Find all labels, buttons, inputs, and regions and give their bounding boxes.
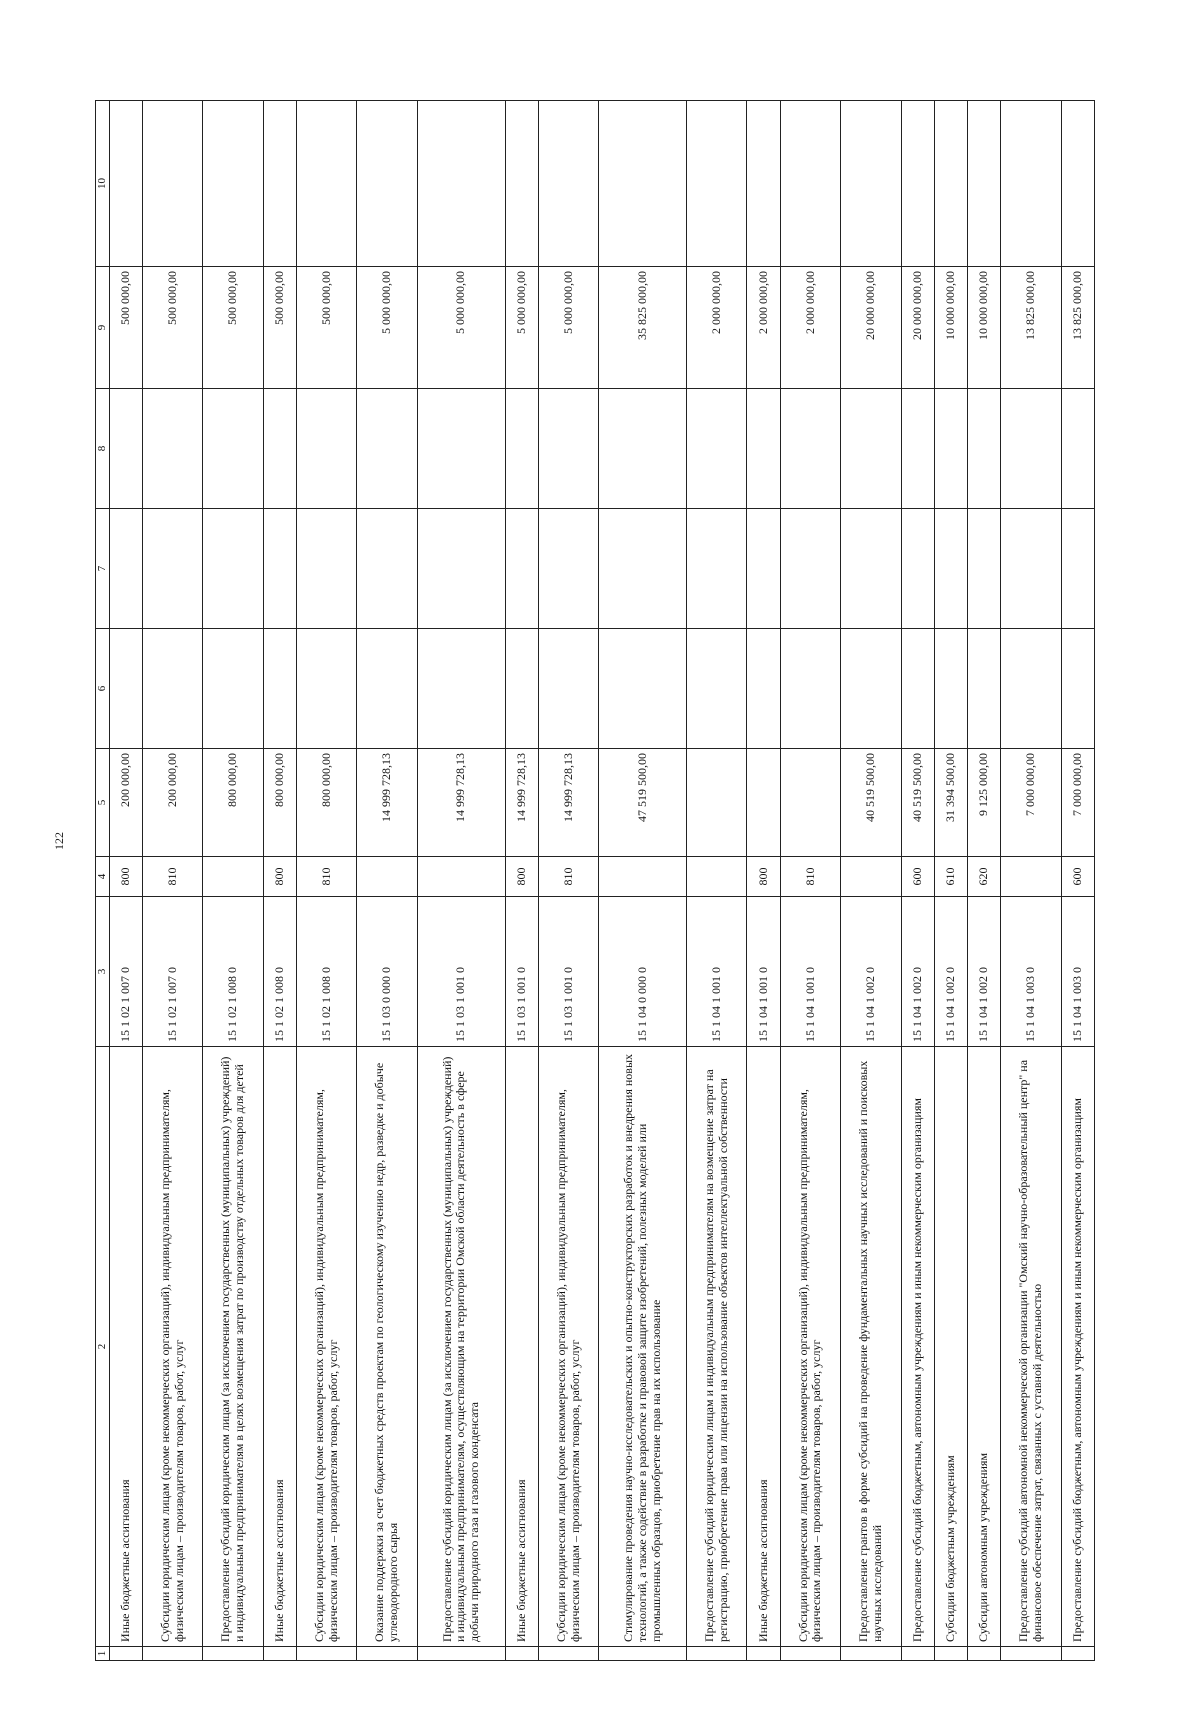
cell-col-8 bbox=[296, 389, 356, 509]
cell-col-6 bbox=[687, 629, 747, 749]
cell-expense-type bbox=[599, 857, 687, 897]
cell-col-7 bbox=[357, 509, 417, 629]
cell-col-10 bbox=[142, 101, 202, 267]
cell-col-8 bbox=[1061, 389, 1094, 509]
cell-description: Субсидии юридическим лицам (кроме некоммерческих организаций), индивидуальным предпринимателям, физическим лицам – производителям товаров, работ, услуг bbox=[780, 1047, 840, 1647]
cell-col-6 bbox=[599, 629, 687, 749]
cell-description: Субсидии бюджетным учреждениям bbox=[934, 1047, 967, 1647]
cell-col-10 bbox=[417, 101, 505, 267]
table-row bbox=[417, 101, 505, 1661]
cell-col-8 bbox=[263, 389, 296, 509]
cell-description: Оказание поддержки за счет бюджетных средств проектам по геологическому изучению недр, разведке и добыче углеводородного сырья bbox=[357, 1047, 417, 1647]
cell-col-7 bbox=[1061, 509, 1094, 629]
table-row bbox=[109, 101, 142, 1661]
cell-col-7 bbox=[109, 509, 142, 629]
cell-description: Предоставление субсидий автономной некоммерческой организации "Омский научно-образовательный центр" на финансовое обеспечение затрат, связанных с уставной деятельностью bbox=[1001, 1047, 1061, 1647]
cell-col-5-amount: 47 519 500,00 bbox=[599, 749, 687, 857]
table-row bbox=[841, 101, 901, 1661]
cell-col-9-amount: 2 000 000,00 bbox=[747, 267, 780, 389]
cell-col-5-amount: 200 000,00 bbox=[142, 749, 202, 857]
cell-expense-type: 810 bbox=[296, 857, 356, 897]
cell-col-5-amount bbox=[747, 749, 780, 857]
cell-col-9-amount: 5 000 000,00 bbox=[357, 267, 417, 389]
cell-expense-type: 810 bbox=[780, 857, 840, 897]
cell-col-5-amount: 800 000,00 bbox=[263, 749, 296, 857]
table-row bbox=[263, 101, 296, 1661]
table-row bbox=[780, 101, 840, 1661]
rotated-table-container bbox=[95, 101, 1095, 1661]
cell-col-8 bbox=[934, 389, 967, 509]
cell-expense-type bbox=[1001, 857, 1061, 897]
cell-col-1 bbox=[1061, 1647, 1094, 1661]
cell-col-1 bbox=[109, 1647, 142, 1661]
cell-code: 15 1 04 1 002 0 bbox=[967, 897, 1000, 1047]
cell-expense-type: 800 bbox=[505, 857, 538, 897]
cell-col-8 bbox=[538, 389, 598, 509]
cell-col-6 bbox=[901, 629, 934, 749]
cell-code: 15 1 02 1 007 0 bbox=[109, 897, 142, 1047]
cell-col-7 bbox=[1001, 509, 1061, 629]
cell-col-1 bbox=[296, 1647, 356, 1661]
cell-code: 15 1 04 1 003 0 bbox=[1001, 897, 1061, 1047]
cell-col-7 bbox=[417, 509, 505, 629]
cell-code: 15 1 03 1 001 0 bbox=[538, 897, 598, 1047]
cell-col-10 bbox=[599, 101, 687, 267]
cell-col-6 bbox=[296, 629, 356, 749]
cell-col-7 bbox=[296, 509, 356, 629]
table-row bbox=[357, 101, 417, 1661]
cell-code: 15 1 03 0 000 0 bbox=[357, 897, 417, 1047]
table-row bbox=[1061, 101, 1094, 1661]
cell-col-7 bbox=[934, 509, 967, 629]
cell-col-7 bbox=[901, 509, 934, 629]
cell-col-6 bbox=[505, 629, 538, 749]
table-row bbox=[901, 101, 934, 1661]
cell-col-10 bbox=[967, 101, 1000, 267]
table-row bbox=[296, 101, 356, 1661]
cell-col-6 bbox=[263, 629, 296, 749]
column-header-9: 9 bbox=[96, 267, 110, 389]
cell-col-9-amount: 13 825 000,00 bbox=[1001, 267, 1061, 389]
cell-col-8 bbox=[687, 389, 747, 509]
column-header-6: 6 bbox=[96, 629, 110, 749]
cell-col-8 bbox=[780, 389, 840, 509]
cell-description: Предоставление субсидий юридическим лицам (за исключением государственных (муниципальных) учреждений) и индивидуальным предпринимателям, осуществляющим на территории Омской области деятельность в сфере добычи природного газа и газового конденсата bbox=[417, 1047, 505, 1647]
cell-col-7 bbox=[841, 509, 901, 629]
header-row bbox=[96, 101, 110, 1661]
column-header-7: 7 bbox=[96, 509, 110, 629]
cell-col-10 bbox=[747, 101, 780, 267]
cell-col-5-amount: 31 394 500,00 bbox=[934, 749, 967, 857]
cell-col-6 bbox=[1061, 629, 1094, 749]
cell-expense-type: 810 bbox=[142, 857, 202, 897]
cell-col-7 bbox=[538, 509, 598, 629]
table-row bbox=[599, 101, 687, 1661]
cell-col-10 bbox=[357, 101, 417, 267]
cell-col-9-amount: 500 000,00 bbox=[296, 267, 356, 389]
cell-col-10 bbox=[109, 101, 142, 267]
cell-col-1 bbox=[687, 1647, 747, 1661]
cell-code: 15 1 04 0 000 0 bbox=[599, 897, 687, 1047]
cell-col-9-amount: 20 000 000,00 bbox=[841, 267, 901, 389]
cell-col-8 bbox=[203, 389, 263, 509]
cell-col-8 bbox=[1001, 389, 1061, 509]
cell-expense-type bbox=[687, 857, 747, 897]
cell-description: Иные бюджетные ассигнования bbox=[747, 1047, 780, 1647]
cell-col-10 bbox=[296, 101, 356, 267]
cell-code: 15 1 04 1 002 0 bbox=[934, 897, 967, 1047]
cell-col-1 bbox=[203, 1647, 263, 1661]
column-header-5: 5 bbox=[96, 749, 110, 857]
cell-col-7 bbox=[505, 509, 538, 629]
table-row bbox=[1001, 101, 1061, 1661]
cell-expense-type bbox=[841, 857, 901, 897]
table-row bbox=[142, 101, 202, 1661]
cell-col-1 bbox=[538, 1647, 598, 1661]
cell-col-6 bbox=[967, 629, 1000, 749]
cell-col-8 bbox=[599, 389, 687, 509]
cell-description: Предоставление субсидий бюджетным, автономным учреждениям и иным некоммерческим организациям bbox=[1061, 1047, 1094, 1647]
cell-col-7 bbox=[747, 509, 780, 629]
cell-col-6 bbox=[203, 629, 263, 749]
cell-col-5-amount: 200 000,00 bbox=[109, 749, 142, 857]
cell-col-1 bbox=[901, 1647, 934, 1661]
cell-description: Предоставление субсидий юридическим лицам (за исключением государственных (муниципальных) учреждений) и индивидуальным предпринимателям в целях возмещения затрат по производству отдельных товаров для детей bbox=[203, 1047, 263, 1647]
cell-col-10 bbox=[901, 101, 934, 267]
cell-col-5-amount: 7 000 000,00 bbox=[1001, 749, 1061, 857]
cell-col-8 bbox=[967, 389, 1000, 509]
cell-col-6 bbox=[109, 629, 142, 749]
cell-col-7 bbox=[687, 509, 747, 629]
cell-col-1 bbox=[263, 1647, 296, 1661]
cell-col-5-amount: 7 000 000,00 bbox=[1061, 749, 1094, 857]
cell-col-10 bbox=[934, 101, 967, 267]
cell-col-9-amount: 500 000,00 bbox=[263, 267, 296, 389]
cell-col-6 bbox=[841, 629, 901, 749]
cell-code: 15 1 04 1 001 0 bbox=[687, 897, 747, 1047]
cell-col-7 bbox=[203, 509, 263, 629]
cell-col-7 bbox=[967, 509, 1000, 629]
cell-expense-type: 600 bbox=[901, 857, 934, 897]
cell-col-5-amount: 40 519 500,00 bbox=[901, 749, 934, 857]
cell-col-8 bbox=[841, 389, 901, 509]
cell-col-8 bbox=[901, 389, 934, 509]
cell-expense-type: 810 bbox=[538, 857, 598, 897]
cell-col-5-amount bbox=[687, 749, 747, 857]
cell-col-10 bbox=[263, 101, 296, 267]
cell-col-9-amount: 5 000 000,00 bbox=[538, 267, 598, 389]
cell-col-5-amount bbox=[780, 749, 840, 857]
budget-table bbox=[95, 100, 1095, 1661]
cell-description: Иные бюджетные ассигнования bbox=[263, 1047, 296, 1647]
cell-col-1 bbox=[505, 1647, 538, 1661]
cell-col-6 bbox=[357, 629, 417, 749]
cell-code: 15 1 04 1 002 0 bbox=[901, 897, 934, 1047]
cell-expense-type: 800 bbox=[263, 857, 296, 897]
cell-col-6 bbox=[1001, 629, 1061, 749]
column-header-3: 3 bbox=[96, 897, 110, 1047]
cell-col-9-amount: 2 000 000,00 bbox=[687, 267, 747, 389]
cell-description: Предоставление субсидий бюджетным, автономным учреждениям и иным некоммерческим организациям bbox=[901, 1047, 934, 1647]
cell-description: Стимулирование проведения научно-исследовательских и опытно-конструкторских разработок и внедрения новых технологий, а также содействие в разработке и правовой защите изобретений, полезных моделей или промышленных образцов, приобретение прав на их использование bbox=[599, 1047, 687, 1647]
cell-col-5-amount: 14 999 728,13 bbox=[417, 749, 505, 857]
cell-code: 15 1 03 1 001 0 bbox=[417, 897, 505, 1047]
cell-expense-type bbox=[357, 857, 417, 897]
cell-col-10 bbox=[780, 101, 840, 267]
cell-col-10 bbox=[505, 101, 538, 267]
cell-col-1 bbox=[780, 1647, 840, 1661]
cell-description: Предоставление грантов в форме субсидий на проведение фундаментальных научных исследований и поисковых научных исследований bbox=[841, 1047, 901, 1647]
cell-expense-type: 800 bbox=[109, 857, 142, 897]
cell-col-9-amount: 500 000,00 bbox=[203, 267, 263, 389]
cell-col-5-amount: 14 999 728,13 bbox=[538, 749, 598, 857]
cell-col-6 bbox=[780, 629, 840, 749]
cell-col-9-amount: 5 000 000,00 bbox=[417, 267, 505, 389]
cell-code: 15 1 04 1 001 0 bbox=[780, 897, 840, 1047]
cell-col-7 bbox=[263, 509, 296, 629]
cell-col-7 bbox=[780, 509, 840, 629]
cell-code: 15 1 04 1 002 0 bbox=[841, 897, 901, 1047]
cell-col-9-amount: 500 000,00 bbox=[142, 267, 202, 389]
cell-col-1 bbox=[417, 1647, 505, 1661]
column-header-4: 4 bbox=[96, 857, 110, 897]
table-row bbox=[505, 101, 538, 1661]
cell-col-1 bbox=[841, 1647, 901, 1661]
column-header-8: 8 bbox=[96, 389, 110, 509]
cell-col-10 bbox=[203, 101, 263, 267]
cell-col-6 bbox=[538, 629, 598, 749]
cell-description: Предоставление субсидий юридическим лицам и индивидуальным предпринимателям на возмещение затрат на регистрацию, приобретение права или лицензии на использование объектов интеллектуальной собственности bbox=[687, 1047, 747, 1647]
cell-col-10 bbox=[1061, 101, 1094, 267]
cell-col-1 bbox=[934, 1647, 967, 1661]
table-row bbox=[934, 101, 967, 1661]
cell-col-9-amount: 35 825 000,00 bbox=[599, 267, 687, 389]
cell-col-10 bbox=[538, 101, 598, 267]
cell-code: 15 1 02 1 008 0 bbox=[296, 897, 356, 1047]
table-row bbox=[967, 101, 1000, 1661]
cell-col-6 bbox=[417, 629, 505, 749]
cell-col-5-amount: 40 519 500,00 bbox=[841, 749, 901, 857]
cell-col-5-amount: 14 999 728,13 bbox=[357, 749, 417, 857]
cell-col-5-amount: 800 000,00 bbox=[296, 749, 356, 857]
cell-expense-type: 620 bbox=[967, 857, 1000, 897]
cell-col-7 bbox=[142, 509, 202, 629]
cell-col-9-amount: 2 000 000,00 bbox=[780, 267, 840, 389]
cell-col-9-amount: 10 000 000,00 bbox=[967, 267, 1000, 389]
cell-description: Субсидии автономным учреждениям bbox=[967, 1047, 1000, 1647]
cell-col-8 bbox=[357, 389, 417, 509]
cell-expense-type: 800 bbox=[747, 857, 780, 897]
cell-code: 15 1 02 1 008 0 bbox=[263, 897, 296, 1047]
table-body bbox=[109, 101, 1094, 1661]
cell-col-6 bbox=[934, 629, 967, 749]
cell-col-9-amount: 13 825 000,00 bbox=[1061, 267, 1094, 389]
column-header-2: 2 bbox=[96, 1047, 110, 1647]
cell-description: Иные бюджетные ассигнования bbox=[505, 1047, 538, 1647]
cell-col-9-amount: 20 000 000,00 bbox=[901, 267, 934, 389]
cell-col-7 bbox=[599, 509, 687, 629]
cell-col-8 bbox=[142, 389, 202, 509]
cell-col-1 bbox=[142, 1647, 202, 1661]
cell-col-5-amount: 9 125 000,00 bbox=[967, 749, 1000, 857]
cell-col-1 bbox=[1001, 1647, 1061, 1661]
cell-description: Субсидии юридическим лицам (кроме некоммерческих организаций), индивидуальным предпринимателям, физическим лицам – производителям товаров, работ, услуг bbox=[296, 1047, 356, 1647]
cell-col-9-amount: 10 000 000,00 bbox=[934, 267, 967, 389]
cell-col-5-amount: 800 000,00 bbox=[203, 749, 263, 857]
cell-col-8 bbox=[505, 389, 538, 509]
cell-col-6 bbox=[747, 629, 780, 749]
cell-col-8 bbox=[747, 389, 780, 509]
cell-col-10 bbox=[841, 101, 901, 267]
page-number: 122 bbox=[52, 832, 66, 850]
cell-description: Субсидии юридическим лицам (кроме некоммерческих организаций), индивидуальным предпринимателям, физическим лицам – производителям товаров, работ, услуг bbox=[538, 1047, 598, 1647]
cell-code: 15 1 03 1 001 0 bbox=[505, 897, 538, 1047]
cell-col-10 bbox=[687, 101, 747, 267]
cell-expense-type: 600 bbox=[1061, 857, 1094, 897]
cell-expense-type bbox=[417, 857, 505, 897]
column-header-1: 1 bbox=[96, 1647, 110, 1661]
table-row bbox=[538, 101, 598, 1661]
cell-description: Иные бюджетные ассигнования bbox=[109, 1047, 142, 1647]
cell-code: 15 1 04 1 003 0 bbox=[1061, 897, 1094, 1047]
cell-description: Субсидии юридическим лицам (кроме некоммерческих организаций), индивидуальным предпринимателям, физическим лицам – производителям товаров, работ, услуг bbox=[142, 1047, 202, 1647]
column-header-10: 10 bbox=[96, 101, 110, 267]
cell-col-9-amount: 5 000 000,00 bbox=[505, 267, 538, 389]
cell-col-5-amount: 14 999 728,13 bbox=[505, 749, 538, 857]
cell-code: 15 1 02 1 007 0 bbox=[142, 897, 202, 1047]
cell-code: 15 1 04 1 001 0 bbox=[747, 897, 780, 1047]
table-row bbox=[687, 101, 747, 1661]
cell-col-1 bbox=[747, 1647, 780, 1661]
table-row bbox=[747, 101, 780, 1661]
cell-code: 15 1 02 1 008 0 bbox=[203, 897, 263, 1047]
cell-expense-type bbox=[203, 857, 263, 897]
table-row bbox=[203, 101, 263, 1661]
cell-col-1 bbox=[599, 1647, 687, 1661]
cell-col-6 bbox=[142, 629, 202, 749]
cell-col-1 bbox=[357, 1647, 417, 1661]
cell-col-8 bbox=[417, 389, 505, 509]
cell-col-8 bbox=[109, 389, 142, 509]
cell-col-9-amount: 500 000,00 bbox=[109, 267, 142, 389]
cell-expense-type: 610 bbox=[934, 857, 967, 897]
cell-col-1 bbox=[967, 1647, 1000, 1661]
cell-col-10 bbox=[1001, 101, 1061, 267]
